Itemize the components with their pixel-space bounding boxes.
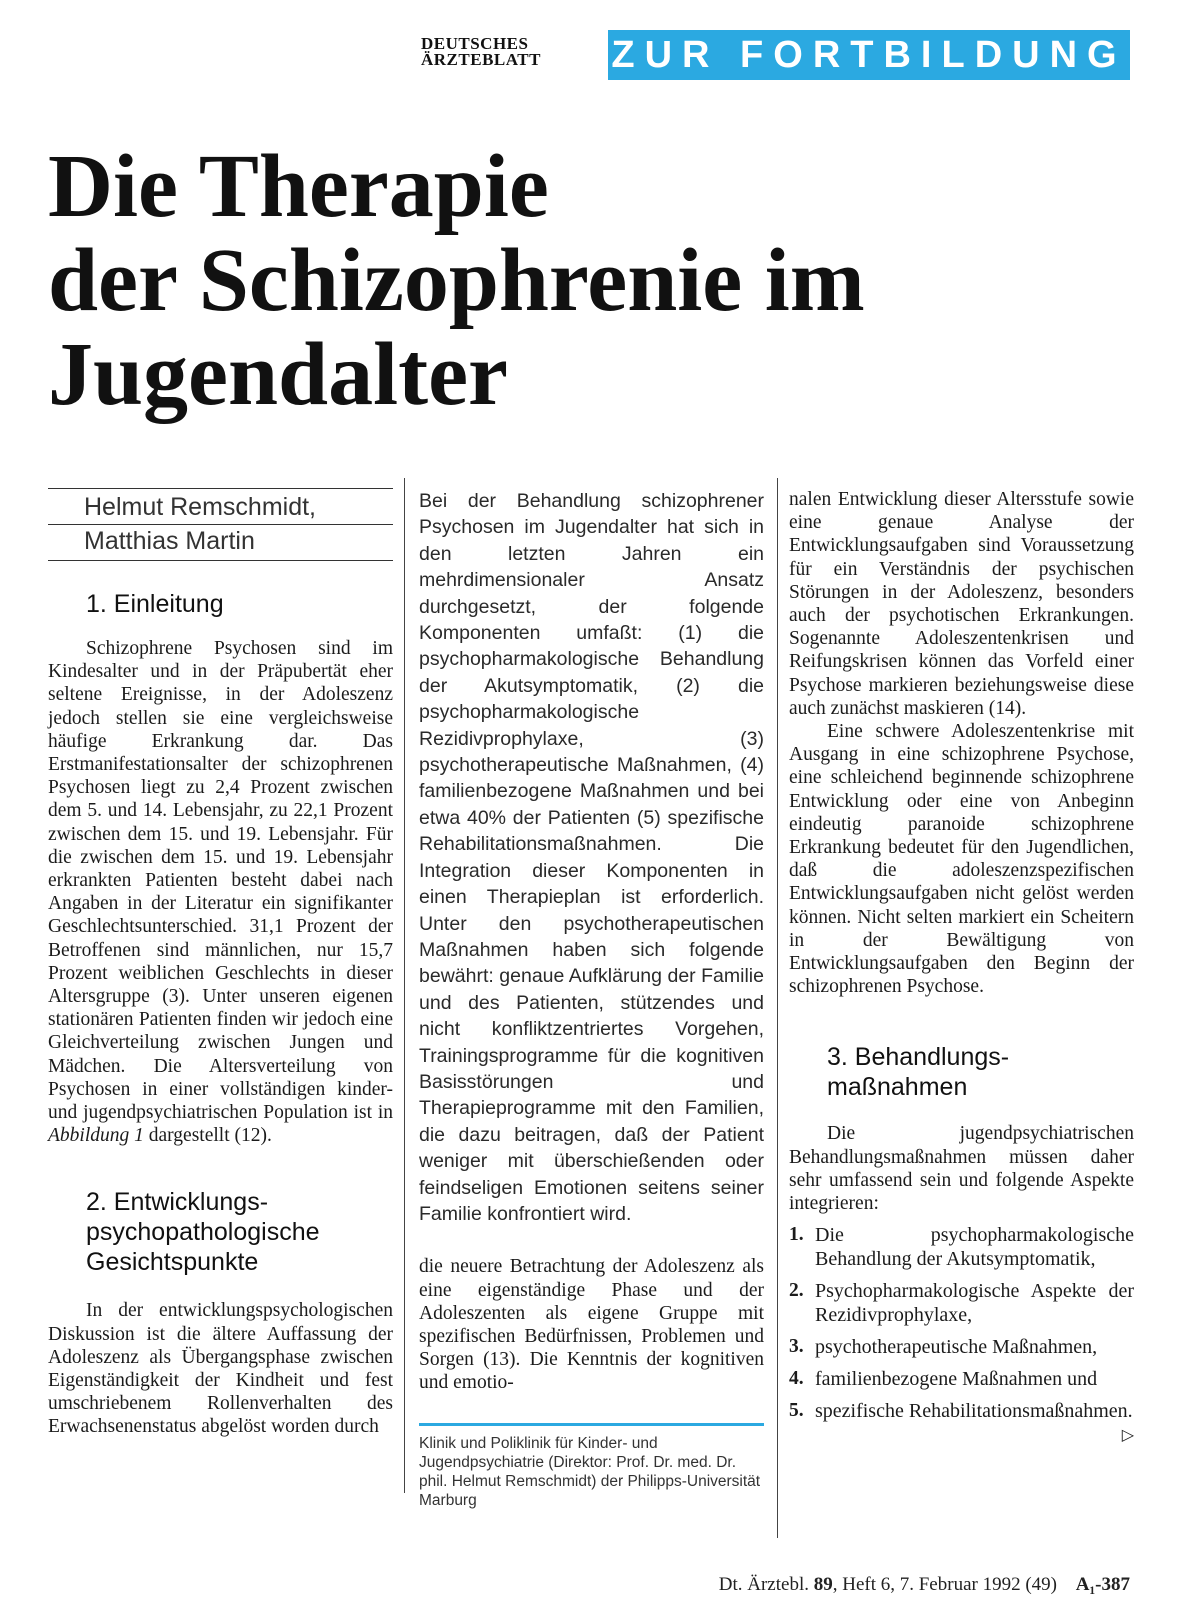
list-item-number: 3. — [789, 1336, 804, 1358]
citation-volume: 89 — [813, 1574, 833, 1595]
section-2-continued: die neuere Betrachtung der Adoleszenz als eine eigenständige Phase und der Adoleszenten als eigene Gruppe mit spezifischen Bedürfnissen, Problemen und Sorgen (13). Die Kenntnis der kognitiven und emotio- — [419, 1256, 764, 1394]
section-1-text: Schizophrene Psychosen sind im Kindesalter und in der Präpubertät eher seltene Ereignisse, in der Adoleszenz jedoch stellen sie eine vergleichsweise häufige Erkrankung dar. Das Erstmanifestationsalter der schizophrenen Psychosen liegt zu 2,4 Prozent zwischen dem 5. und 14. Lebensjahr, zu 22,1 Prozent zwischen dem 15. und 19. Lebensjahr. Für die zwischen dem 15. und 19. Lebensjahr erkrankten Patienten besteht dabei nach Angaben in der Literatur ein signifikanter Geschlechtsunterschied. 31,1 Prozent der Betroffenen sind männlichen, nur 15,7 Prozent weiblichen Geschlechts in dieser Altersgruppe (3). Unter unseren eigenen stationären Patienten finden wir jedoch eine Gleichverteilung zwischen Jungen und Mädchen. Die Altersverteilung von Psychosen in einer vollständigen kinder- und jugendpsychiatrischen Population ist in — [48, 638, 393, 1124]
section-3-heading — [827, 1042, 1134, 1102]
list-item-number: 4. — [789, 1368, 804, 1390]
section-2-heading-line3: Gesichtspunkte — [86, 1248, 259, 1277]
page-number: A₁-387 — [1075, 1574, 1130, 1595]
article-title — [48, 137, 1128, 424]
list-item-number: 5. — [789, 1400, 804, 1422]
citation-journal: Dt. Ärztebl. — [718, 1574, 814, 1595]
list-item-text: psychotherapeutische Maßnahmen, — [815, 1336, 1098, 1359]
author-affiliation: Klinik und Poliklinik für Kinder- und Jugendpsychiatrie (Direktor: Prof. Dr. med. Dr. phil. Helmut Remschmidt) der Philipps-Universität Marburg — [419, 1423, 764, 1510]
list-item — [789, 1223, 1134, 1271]
list-item-text-with-marker — [815, 1399, 1134, 1447]
list-item-text: Psychopharmakologische Aspekte der Rezidivprophylaxe, — [815, 1280, 1134, 1327]
section-3-heading-line1: 3. Behandlungs- — [827, 1043, 1010, 1072]
list-item — [789, 1279, 1134, 1327]
figure-reference: Abbildung 1 — [48, 1125, 144, 1147]
list-item-number: 1. — [789, 1224, 804, 1246]
list-item — [789, 1367, 1134, 1391]
title-line-2: der Schizophrenie im — [48, 231, 865, 330]
author-1: Helmut Remschmidt, — [48, 491, 393, 525]
list-item — [789, 1335, 1134, 1359]
section-2-body: In der entwicklungspsychologischen Diskussion ist die ältere Auffassung der Adoleszenz als Übergangsphase zwischen Eigenständigkeit der Kindheit und fest umschriebenem Rollenverhalten des Erwachsenenstatus abgelöst worden durch — [48, 1300, 393, 1438]
column-1 — [48, 488, 393, 1439]
section-banner: ZUR FORTBILDUNG — [608, 30, 1130, 80]
title-line-1: Die Therapie — [48, 137, 549, 236]
list-item-number: 2. — [789, 1280, 804, 1302]
section-2-heading-line1: 2. Entwicklungs- — [86, 1188, 269, 1217]
list-item — [789, 1399, 1134, 1447]
column-3 — [789, 488, 1134, 1455]
list-item-text: familienbezogene Maßnahmen und — [815, 1368, 1098, 1391]
author-block — [48, 488, 393, 561]
section-1-heading: 1. Einleitung — [86, 590, 224, 618]
section-1-body — [48, 637, 393, 1147]
citation-issue: , Heft 6, 7. Februar 1992 (49) — [832, 1574, 1057, 1595]
abstract: Bei der Behandlung schizophrener Psychosen im Jugendalter hat sich in den letzten Jahren ein mehrdimensionaler Ansatz durchgesetzt, der folgende Komponenten umfaßt: (1) die psychopharmakologische Behandlung der Akutsymptomatik, (2) die psychopharmakologische Rezidivprophylaxe, (3) psychotherapeutische Maßnahmen, (4) familienbezogene Maßnahmen und bei etwa 40% der Patienten (5) spezifische Rehabilitationsmaßnahmen. Die Integration dieser Komponenten in einen Therapieplan ist erforderlich. Unter den psychotherapeutischen Maßnahmen haben sich folgende bewährt: genaue Aufklärung der Familie und des Patienten, stützendes und nicht konfliktzentriertes Vorgehen, Trainingsprogramme für die kognitiven Basisstörungen und Therapieprogramme mit den Familien, die dazu beitragen, daß der Patient weniger mit überschießenden oder feindseligen Emotionen seitens seiner Familie konfrontiert wird. — [419, 490, 764, 1225]
journal-name-line2: ÄRZTEBLATT — [421, 50, 541, 69]
list-item-text: spezifische Rehabilitationsmaßnahmen. — [815, 1400, 1133, 1423]
section-1-text-end: dargestellt (12). — [143, 1125, 272, 1147]
journal-name — [421, 36, 597, 68]
column-3-paragraph-1: nalen Entwicklung dieser Altersstufe sowie eine genaue Analyse der Entwicklungsaufgaben sind Voraussetzung für ein Verständnis der psychischen Störungen in der Adoleszenz, besonders auch der psychotischen Erkrankungen. Sogenannte Adoleszentenkrisen und Reifungskrisen können das Vorfeld einer Psychose markieren beziehungsweise diese auch zunächst maskieren (14). — [789, 489, 1134, 719]
section-2-heading — [86, 1187, 393, 1277]
column-divider — [777, 478, 778, 1538]
title-line-3: Jugendalter — [48, 325, 508, 424]
column-3-paragraph-2: Eine schwere Adoleszentenkrise mit Ausgang in eine schizophrene Psychose, eine schleichend beginnende schizophrene Entwicklung oder eine von Anbeginn eindeutig paranoide schizophrene Erkrankung bedeutet für den Jugendlichen, daß die adoleszenzspezifischen Entwicklungsaufgaben nicht gelöst werden können. Nicht selten markiert ein Scheitern in der Bewältigung von Entwicklungsaufgaben den Beginn der schizophrenen Psychose. — [789, 721, 1134, 998]
journal-name-line1: DEUTSCHES — [421, 34, 529, 53]
aspects-list — [789, 1223, 1134, 1447]
page-footer — [620, 1574, 1130, 1596]
section-2-heading-line2: psychopathologische — [86, 1218, 320, 1247]
column-2 — [419, 488, 764, 1510]
author-2: Matthias Martin — [84, 527, 255, 555]
list-item-text: Die psychopharmakologische Behandlung der Akutsymptomatik, — [815, 1224, 1134, 1271]
section-3-body: Die jugendpsychiatrischen Behandlungsmaßnahmen müssen daher sehr umfassend sein und folgende Aspekte integrieren: — [789, 1123, 1134, 1215]
section-3-heading-line2: maßnahmen — [827, 1073, 968, 1102]
continue-arrow-icon: ▷ — [1121, 1425, 1134, 1445]
column-divider — [404, 478, 405, 1493]
